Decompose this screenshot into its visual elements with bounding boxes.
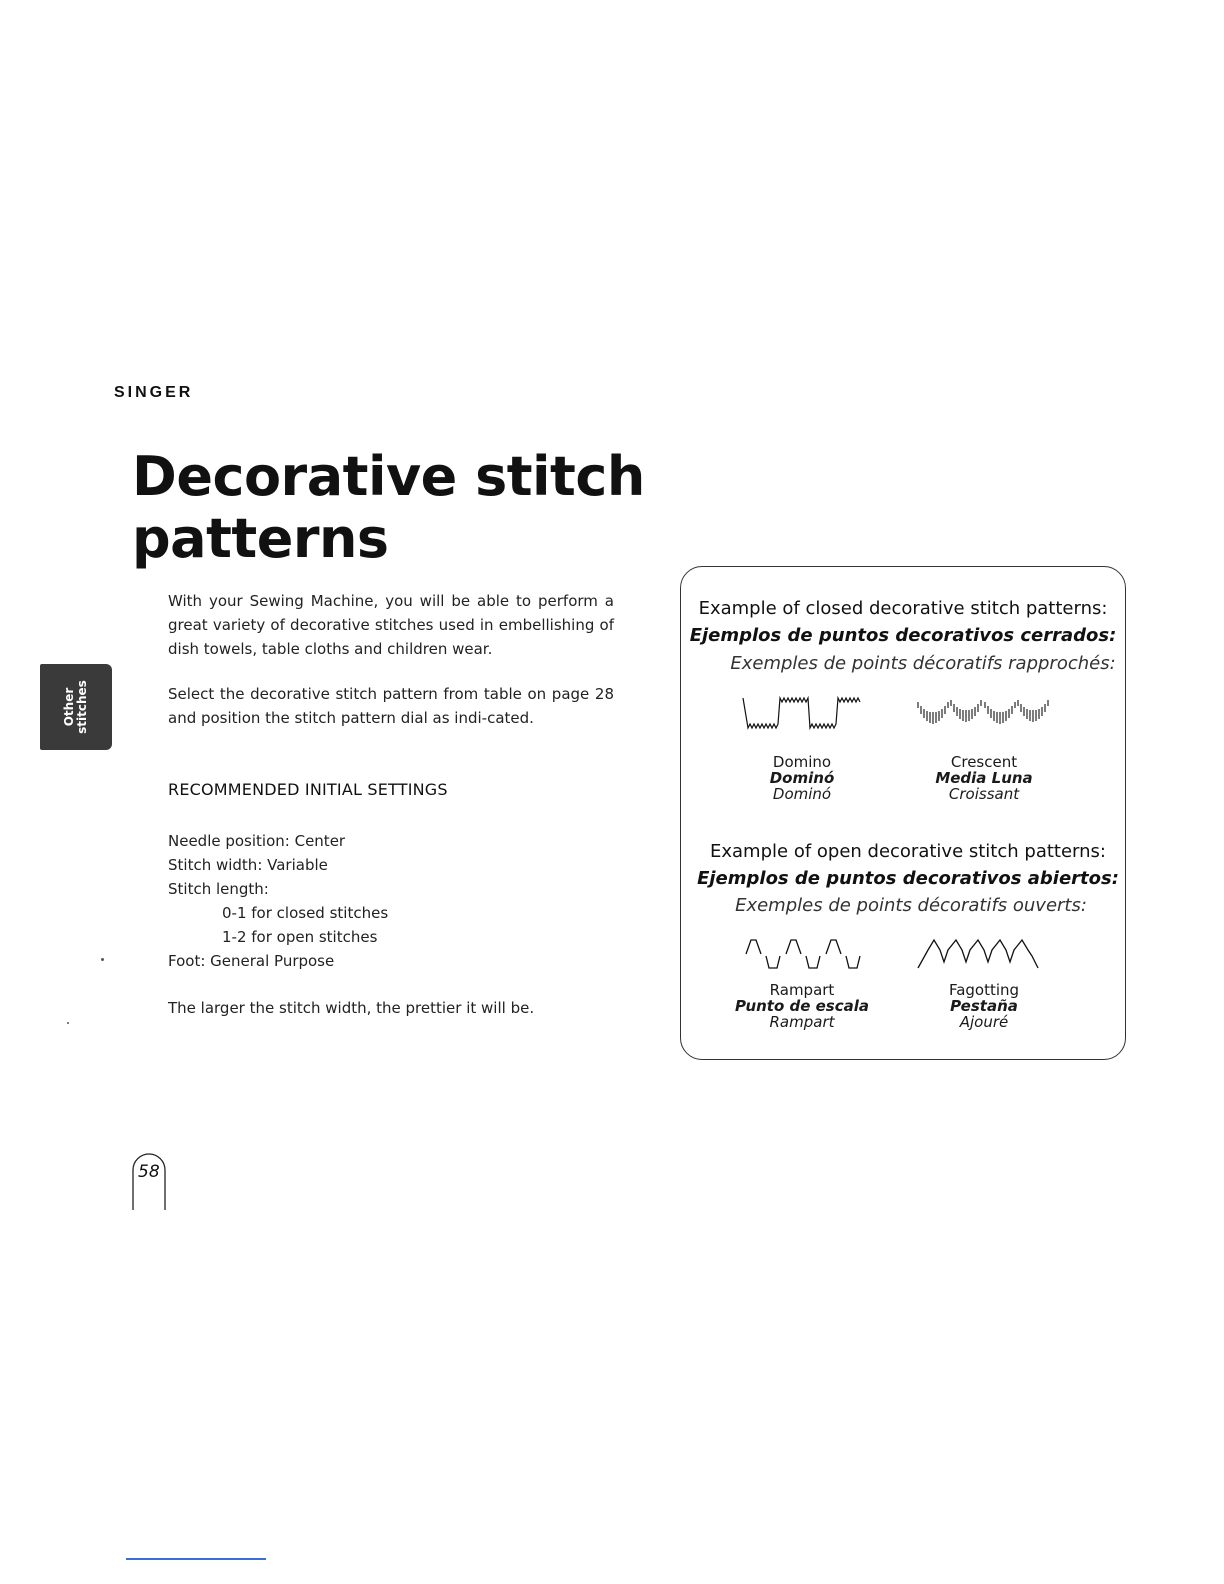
page-title-line-1: Decorative stitch xyxy=(132,445,645,508)
rampart-name-fr: Rampart xyxy=(769,1013,835,1031)
crescent-names xyxy=(894,754,1074,802)
open-examples-heading-fr: Exemples de points décoratifs ouverts: xyxy=(735,895,1087,916)
domino-names xyxy=(712,754,892,802)
rampart-stitch-icon xyxy=(742,934,864,974)
fagotting-name-fr: Ajouré xyxy=(959,1013,1009,1031)
brand-logo: SINGER xyxy=(114,384,194,401)
setting-length-closed: 0-1 for closed stitches xyxy=(222,904,389,922)
section-tab-label xyxy=(63,680,89,734)
rampart-names xyxy=(712,982,892,1030)
rampart-name-es: Punto de escala xyxy=(734,997,870,1015)
crescent-name-es: Media Luna xyxy=(935,769,1033,787)
fagotting-name-es: Pestaña xyxy=(950,997,1018,1015)
margin-mark xyxy=(67,1022,69,1024)
setting-needle: Needle position: Center xyxy=(168,832,346,850)
footer-rule xyxy=(126,1558,266,1560)
setting-width: Stitch width: Variable xyxy=(168,856,328,874)
section-tab-line-2: stitches xyxy=(75,680,89,734)
page-number-badge xyxy=(132,1148,166,1210)
crescent-name-en: Crescent xyxy=(950,753,1018,771)
fagotting-names xyxy=(894,982,1074,1030)
section-tab-line-1: Other xyxy=(62,687,76,727)
closing-paragraph: The larger the stitch width, the prettier it will be. xyxy=(168,999,535,1017)
section-tab xyxy=(40,664,112,750)
open-examples-heading-en: Example of open decorative stitch patterns: xyxy=(710,841,1106,862)
setting-length: Stitch length: xyxy=(168,880,269,898)
page-title xyxy=(132,446,692,570)
crescent-name-fr: Croissant xyxy=(948,785,1020,803)
select-paragraph: Select the decorative stitch pattern from table on page 28 and position the stitch pattern dial as indi-cated. xyxy=(168,685,614,727)
settings-list xyxy=(168,829,388,973)
domino-stitch-icon xyxy=(740,694,866,734)
page-number: 58 xyxy=(138,1162,160,1182)
domino-name-es: Dominó xyxy=(769,769,835,787)
domino-name-en: Domino xyxy=(772,753,832,771)
margin-mark xyxy=(101,958,104,961)
closed-examples-heading-fr: Exemples de points décoratifs rapprochés: xyxy=(730,653,1116,674)
fagotting-name-en: Fagotting xyxy=(948,981,1020,999)
open-examples-heading-es: Ejemplos de puntos decorativos abiertos: xyxy=(697,868,1119,889)
crescent-stitch-icon xyxy=(914,694,1054,734)
domino-name-fr: Dominó xyxy=(772,785,832,803)
closed-examples-heading-en: Example of closed decorative stitch patterns: xyxy=(698,598,1108,619)
setting-length-open: 1-2 for open stitches xyxy=(222,928,378,946)
page-title-line-2: patterns xyxy=(132,507,389,570)
fagotting-stitch-icon xyxy=(914,934,1050,974)
intro-paragraph: With your Sewing Machine, you will be able to perform a great variety of decorative stitches used in embellishing of dish towels, table cloths and children wear. xyxy=(168,592,614,658)
setting-foot: Foot: General Purpose xyxy=(168,952,335,970)
closed-examples-heading-es: Ejemplos de puntos decorativos cerrados: xyxy=(689,625,1117,646)
settings-heading: RECOMMENDED INITIAL SETTINGS xyxy=(168,780,448,799)
rampart-name-en: Rampart xyxy=(769,981,835,999)
